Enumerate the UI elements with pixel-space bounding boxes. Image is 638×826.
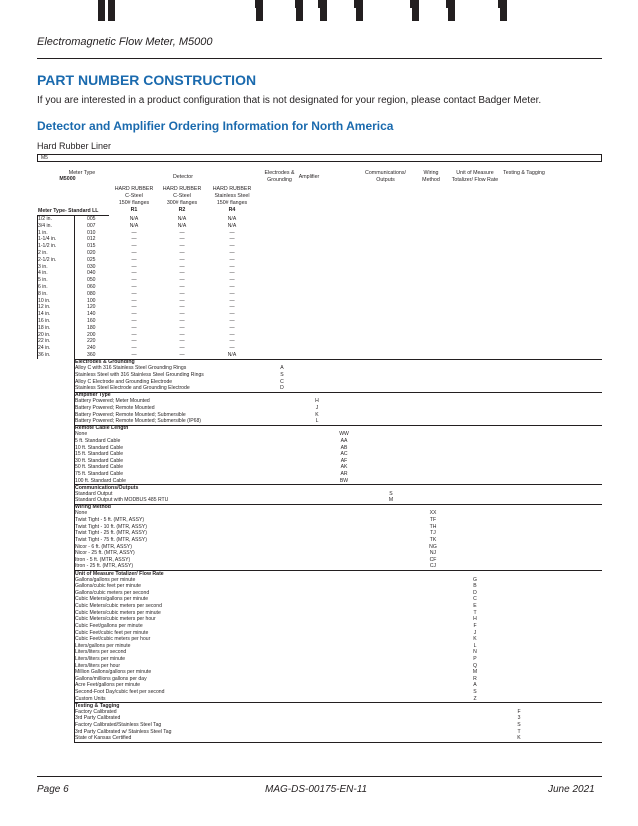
availability-r1: — [131, 236, 137, 243]
section-rule [74, 359, 602, 360]
option-code: A [473, 682, 477, 689]
availability-r1: — [131, 352, 137, 358]
availability-r1: — [131, 331, 137, 338]
electrodes-header: Electrodes & Grounding [264, 170, 295, 183]
detector-option-line3: 150# flanges [216, 200, 248, 206]
option-label: Cubic Feet/cubic feet per minute [75, 629, 149, 636]
section-rule [74, 484, 602, 485]
size-code: 160 [87, 318, 96, 324]
option-label: Factory Calibrated [75, 708, 117, 715]
option-code: Q [473, 662, 477, 669]
section-title: Wiring Method [75, 504, 111, 511]
option-code: TH [429, 523, 437, 530]
section-title: Unit of Measure Totalizer/ Flow Rate [75, 570, 164, 577]
option-label: None [75, 431, 88, 438]
size-code: 240 [87, 345, 96, 352]
option-code: K [473, 636, 477, 643]
availability-r1: — [131, 297, 137, 304]
column-separator [256, 0, 263, 21]
availability-r1: — [131, 324, 137, 331]
availability-r1: — [131, 338, 137, 345]
size-code: 040 [87, 270, 96, 277]
option-code: J [473, 629, 477, 636]
option-label: 3rd Party Calibrated [75, 715, 121, 722]
column-separator [500, 0, 507, 21]
column-separator [320, 0, 327, 21]
size-label: 16 in. [38, 318, 51, 324]
size-code: 360 [87, 352, 96, 358]
availability-r4: N/A [227, 222, 237, 229]
column-separator [448, 0, 455, 21]
option-code: NG [429, 543, 437, 550]
size-code: 020 [87, 250, 96, 256]
option-code: TF [429, 517, 437, 524]
availability-r2: — [179, 256, 185, 263]
size-label: 2-1/2 in. [38, 256, 57, 263]
size-label: 4 in. [38, 270, 48, 277]
column-separator [296, 0, 303, 21]
option-code: CF [429, 556, 437, 563]
table-bottom-rule [74, 742, 602, 743]
section-title: PART NUMBER CONSTRUCTION [37, 72, 257, 88]
detector-code: R4 [228, 207, 236, 213]
availability-r1: — [131, 345, 137, 352]
option-label: Standard Output [75, 490, 113, 497]
section-title: Amplifier Type [75, 392, 111, 399]
availability-r2: — [179, 290, 185, 297]
option-label: State of Kansas Certified [75, 735, 132, 742]
option-code: K [315, 411, 319, 418]
size-code: 050 [87, 277, 96, 284]
m5000-header: M5000 [59, 176, 76, 182]
option-label: Alloy C with 316 Stainless Steel Grounding Rings [75, 365, 187, 372]
table-left-border [37, 215, 38, 359]
size-code: 025 [87, 256, 96, 263]
size-code: 120 [87, 304, 96, 311]
option-label: Cubic Feet/cubic meters per hour [75, 636, 151, 643]
availability-r2: — [179, 324, 185, 331]
intro-text: If you are interested in a product configuration that is not designated for your region, please contact Badger Meter. [37, 95, 542, 106]
section-rule [74, 702, 602, 703]
option-label: 5 ft. Standard Cable [75, 437, 121, 444]
option-code: CJ [429, 563, 437, 570]
option-label: 3rd Party Calibrated w/ Stainless Steel Tag [75, 728, 172, 735]
availability-r4: — [229, 229, 235, 236]
availability-r4: — [229, 338, 235, 345]
availability-r4: — [229, 297, 235, 304]
availability-r1: — [131, 311, 137, 318]
option-label: Standard Output with MODBUS 485 RTU [75, 497, 169, 504]
availability-r2: N/A [177, 222, 187, 229]
size-label: 20 in. [38, 331, 51, 338]
option-code: AA [340, 437, 348, 444]
option-code: M [472, 669, 478, 676]
column-separator [98, 0, 105, 21]
size-label: 8 in. [38, 290, 48, 297]
size-code: 005 [87, 216, 96, 222]
option-label: Factory Calibrated/Stainless Steel Tag [75, 722, 162, 729]
option-code: K [517, 735, 521, 742]
option-label: 50 ft. Standard Cable [75, 464, 124, 471]
size-label: 24 in. [38, 345, 51, 352]
document-date: June 2021 [548, 784, 595, 795]
size-code: 140 [87, 311, 96, 318]
availability-r4: — [229, 290, 235, 297]
availability-r1: — [131, 243, 137, 250]
option-code: XX [429, 510, 437, 517]
option-label: Gallons/gallons per minute [75, 576, 136, 583]
part-number-bar [37, 154, 602, 162]
availability-r4: — [229, 236, 235, 243]
option-label: Second-Foot Day/cubic feet per second [75, 689, 165, 696]
option-label: 100 ft. Standard Cable [75, 477, 126, 484]
option-code: D [473, 589, 477, 596]
size-label: 1 in. [38, 229, 48, 236]
size-label: 5 in. [38, 277, 48, 284]
detector-option-line2: C-Steel [173, 193, 191, 199]
option-code: N [473, 649, 477, 656]
option-code: S [473, 689, 477, 696]
availability-r2: — [179, 345, 185, 352]
option-label: Nicor - 25 ft. (MTR, ASSY) [75, 550, 135, 557]
availability-r2: — [179, 229, 185, 236]
option-code: AB [340, 444, 348, 451]
size-label: 1-1/4 in. [38, 236, 57, 243]
option-code: H [473, 616, 477, 623]
availability-r2: — [179, 243, 185, 250]
size-code: 200 [87, 331, 96, 338]
option-code: C [280, 378, 284, 385]
column-separator [356, 0, 363, 21]
option-code: S [517, 722, 521, 729]
option-label: Cubic Meters/gallons per minute [75, 596, 149, 603]
page-number: Page 6 [37, 784, 69, 795]
option-label: Battery Powered; Meter Mounted [75, 398, 150, 405]
size-code: 180 [87, 324, 96, 331]
option-code: G [473, 576, 477, 583]
size-label: 10 in. [38, 297, 51, 304]
column-separator [108, 0, 115, 21]
option-code: B [473, 583, 477, 590]
option-code: NJ [429, 550, 437, 557]
detector-option-line2: C-Steel [125, 193, 143, 199]
availability-r2: — [179, 250, 185, 256]
availability-r4: — [229, 243, 235, 250]
availability-r4: N/A [227, 216, 237, 222]
liner-label: Hard Rubber Liner [37, 141, 112, 151]
detector-code: R2 [178, 207, 186, 213]
option-label: Cubic Meters/cubic meters per minute [75, 609, 161, 616]
header-rule [37, 58, 602, 59]
column-separator [412, 0, 419, 21]
option-label: Twist Tight - 75 ft. (MTR, ASSY) [75, 536, 147, 543]
availability-r1: — [131, 290, 137, 297]
footer-rule [37, 776, 602, 777]
availability-r4: — [229, 345, 235, 352]
option-label: Itron - 25 ft. (MTR, ASSY) [75, 563, 134, 570]
availability-r2: — [179, 338, 185, 345]
availability-r1: — [131, 304, 137, 311]
availability-r2: — [179, 318, 185, 324]
availability-r4: — [229, 324, 235, 331]
size-label: 18 in. [38, 324, 51, 331]
option-code: AR [340, 470, 348, 477]
part-number-prefix: M5 [41, 155, 48, 161]
option-code: TJ [430, 530, 436, 537]
availability-r1: — [131, 318, 137, 324]
option-label: Battery Powered; Remote Mounted; Submersible (IP68) [75, 418, 201, 425]
availability-r1: N/A [129, 216, 139, 222]
document-id: MAG-DS-00175-EN-11 [265, 784, 368, 795]
availability-r2: — [179, 284, 185, 290]
availability-r1: — [131, 270, 137, 277]
option-label: Nicor - 6 ft. (MTR, ASSY) [75, 543, 132, 550]
option-code: H [315, 398, 319, 405]
option-code: J [315, 404, 319, 411]
option-label: Liters/gallons per minute [75, 642, 131, 649]
detector-option-line2: Stainless Steel [214, 193, 250, 199]
options-left-border [74, 359, 75, 742]
amplifier-header: Amplifier [298, 174, 320, 180]
option-label: 30 ft. Standard Cable [75, 457, 124, 464]
option-code: Z [473, 695, 477, 702]
section-title: Electrodes & Grounding [75, 359, 135, 366]
option-code: S [280, 371, 284, 378]
option-code: L [315, 418, 319, 425]
option-label: Acre Feet/gallons per minute [75, 682, 141, 689]
availability-r2: — [179, 270, 185, 277]
size-code: 010 [87, 229, 96, 236]
size-label: 1/2 in. [38, 216, 52, 222]
size-code: 220 [87, 338, 96, 345]
availability-r4: — [229, 304, 235, 311]
availability-r4: — [229, 270, 235, 277]
option-label: Liters/liters per hour [75, 662, 121, 669]
option-label: Twist Tight - 5 ft. (MTR, ASSY) [75, 517, 145, 524]
option-code: AC [340, 451, 348, 458]
availability-r2: — [179, 304, 185, 311]
option-code: A [280, 365, 284, 372]
option-label: 10 ft. Standard Cable [75, 444, 124, 451]
option-label: Itron - 5 ft. (MTR, ASSY) [75, 556, 131, 563]
size-label: 1-1/2 in. [38, 243, 57, 250]
size-label: 2 in. [38, 250, 48, 256]
availability-r4: — [229, 263, 235, 270]
option-label: Cubic Feet/gallons per minute [75, 622, 143, 629]
availability-r2: — [179, 277, 185, 284]
option-label: Liters/liters per minute [75, 655, 126, 662]
size-label: 12 in. [38, 304, 51, 311]
availability-r2: — [179, 331, 185, 338]
availability-r4: N/A [227, 352, 237, 358]
option-label: Stainless Steel Electrode and Grounding Electrode [75, 385, 190, 392]
availability-r2: N/A [177, 216, 187, 222]
availability-r4: — [229, 256, 235, 263]
option-label: Custom Units [75, 695, 106, 702]
availability-r4: — [229, 318, 235, 324]
option-code: AF [340, 457, 348, 464]
option-code: P [473, 655, 477, 662]
size-label: 3/4 in. [38, 222, 52, 229]
option-label: Cubic Meters/cubic meters per second [75, 603, 162, 610]
detector-option-line1: HARD RUBBER [114, 186, 154, 192]
option-code: S [389, 490, 393, 497]
size-code: 080 [87, 290, 96, 297]
document-header: Electromagnetic Flow Meter, M5000 [37, 36, 213, 48]
size-divider [74, 215, 75, 359]
option-code: D [280, 385, 284, 392]
option-label: Stainless Steel with 316 Stainless Steel Grounding Rings [75, 371, 204, 378]
option-label: Gallons/millions gallons per day [75, 675, 147, 682]
option-code: T [473, 609, 477, 616]
size-code: 007 [87, 222, 96, 229]
option-code: M [388, 497, 394, 504]
size-label: 22 in. [38, 338, 51, 345]
option-code: T [517, 728, 521, 735]
option-label: Million Gallons/gallons per minute [75, 669, 152, 676]
availability-r1: — [131, 250, 137, 256]
option-label: 15 ft. Standard Cable [75, 451, 124, 458]
availability-r1: — [131, 277, 137, 284]
option-code: L [473, 642, 477, 649]
option-label: Battery Powered; Remote Mounted [75, 404, 155, 411]
option-label: Liters/liters per second [75, 649, 127, 656]
size-label: 6 in. [38, 284, 48, 290]
option-label: 75 ft. Standard Cable [75, 470, 124, 477]
size-code: 100 [87, 297, 96, 304]
size-code: 060 [87, 284, 96, 290]
option-code: R [473, 675, 477, 682]
detector-header: Detector [172, 174, 194, 180]
size-label: 14 in. [38, 311, 51, 318]
subsection-title: Detector and Amplifier Ordering Information for North America [37, 119, 394, 133]
detector-option-line1: HARD RUBBER [162, 186, 202, 192]
section-rule [74, 425, 602, 426]
comms-header: Communications/ Outputs [365, 170, 406, 183]
size-code: 015 [87, 243, 96, 250]
option-label: Gallons/cubic meters per second [75, 589, 150, 596]
size-code: 030 [87, 263, 96, 270]
option-code: TK [429, 536, 437, 543]
section-rule [74, 392, 602, 393]
option-code: C [473, 596, 477, 603]
meter-type-heading: Meter Type- Standard LL [38, 208, 99, 214]
availability-r2: — [179, 297, 185, 304]
availability-r1: — [131, 263, 137, 270]
availability-r2: — [179, 352, 185, 358]
option-label: Cubic Meters/cubic meters per hour [75, 616, 156, 623]
option-label: Twist Tight - 10 ft. (MTR, ASSY) [75, 523, 147, 530]
detector-option-line1: HARD RUBBER [212, 186, 252, 192]
availability-r4: — [229, 331, 235, 338]
wiring-header: Wiring Method [422, 170, 440, 183]
availability-r4: — [229, 284, 235, 290]
detector-code: R1 [130, 207, 138, 213]
availability-r4: — [229, 250, 235, 256]
option-label: Twist Tight - 25 ft. (MTR, ASSY) [75, 530, 147, 537]
section-title: Communications/Outputs [75, 484, 139, 491]
option-code: WW [339, 431, 349, 438]
size-label: 36 in. [38, 352, 51, 358]
availability-r1: — [131, 229, 137, 236]
meter-type-header: Meter Type [68, 170, 96, 176]
option-code: AK [340, 464, 348, 471]
availability-r1: — [131, 284, 137, 290]
section-rule [74, 504, 602, 505]
option-code: F [473, 622, 477, 629]
testing-header: Testing & Tagging [503, 170, 545, 176]
detector-option-line3: 300# flanges [166, 200, 198, 206]
option-label: Alloy C Electrode and Grounding Electrode [75, 378, 173, 385]
availability-r1: N/A [129, 222, 139, 229]
availability-r4: — [229, 311, 235, 318]
availability-r2: — [179, 311, 185, 318]
option-label: Gallons/cubic feet per minute [75, 583, 141, 590]
detector-option-line3: 150# flanges [118, 200, 150, 206]
option-label: Battery Powered; Remote Mounted; Submersible [75, 411, 186, 418]
size-code: 012 [87, 236, 96, 243]
section-title: Remote Cable Length [75, 425, 129, 432]
availability-r4: — [229, 277, 235, 284]
availability-r1: — [131, 256, 137, 263]
option-code: BW [339, 477, 349, 484]
option-code: E [473, 603, 477, 610]
size-label: 3 in. [38, 263, 48, 270]
availability-r2: — [179, 263, 185, 270]
option-code: F [517, 708, 521, 715]
option-code: 3 [517, 715, 521, 722]
availability-r2: — [179, 236, 185, 243]
option-label: None [75, 510, 88, 517]
section-title: Testing & Tagging [75, 702, 120, 709]
unit-header: Unit of Measure Totalizer/ Flow Rate [451, 170, 499, 183]
